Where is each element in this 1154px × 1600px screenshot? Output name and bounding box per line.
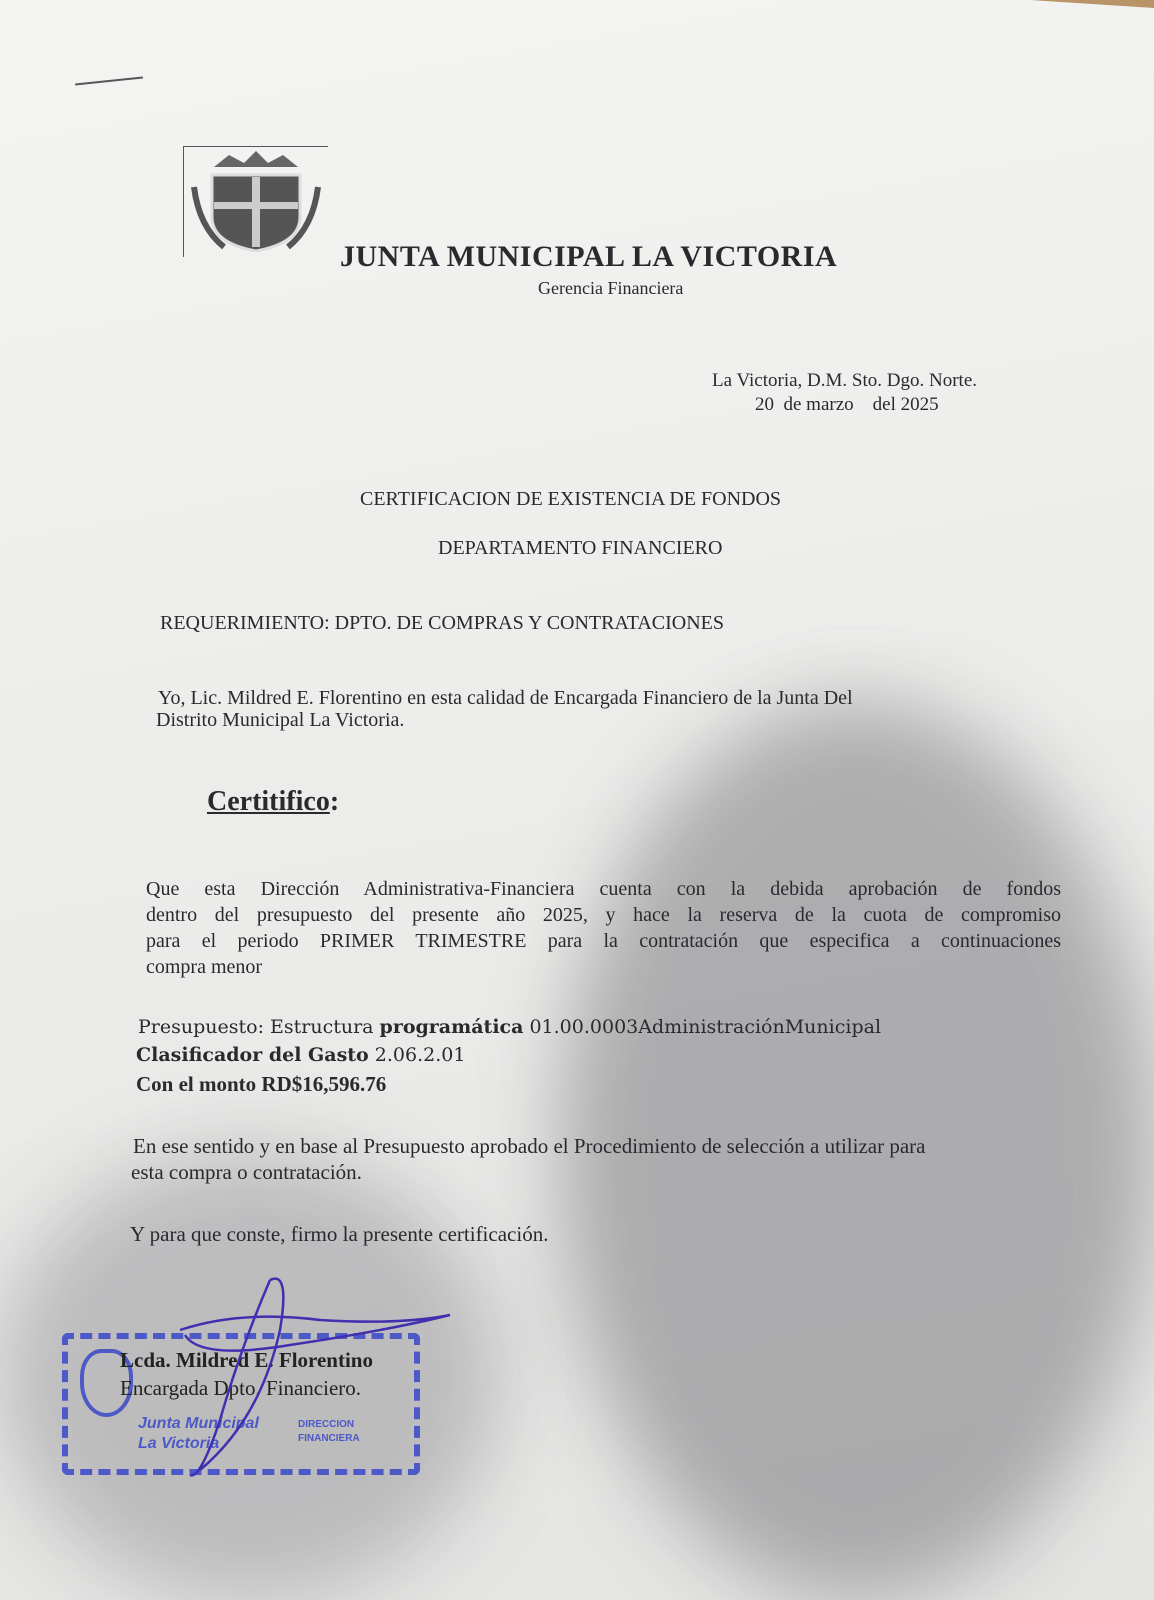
doc-subtitle: DEPARTAMENTO FINANCIERO [438, 537, 723, 559]
body-line: para el periodo PRIMER TRIMESTRE para la contratación que especifica a continuaciones [146, 930, 1061, 952]
certifico-heading [207, 786, 339, 818]
body-line: dentro del presupuesto del presente año 2025, y hace la reserva de la cuota de compromiso [146, 904, 1061, 926]
place: La Victoria, D.M. Sto. Dgo. Norte. [712, 370, 977, 391]
budget-code: 01.00.0003AdministraciónMunicipal [523, 1016, 882, 1038]
budget-label: Presupuesto: Estructura [138, 1016, 380, 1038]
stamp-text: DIRECCION [298, 1419, 355, 1430]
closing-line: En ese sentido y en base al Presupuesto aprobado el Procedimiento de selección a utilizar para [133, 1134, 926, 1158]
body-line: Que esta Dirección Administrativa-Financiera cuenta con la debida aprobación de fondos [146, 878, 1061, 900]
requerimiento: REQUERIMIENTO: DPTO. DE COMPRAS Y CONTRATACIONES [160, 612, 724, 634]
stamp-text: Junta Municipal [138, 1415, 259, 1432]
handwritten-signature [140, 1270, 460, 1490]
budget-amount: Con el monto RD$16,596.76 [136, 1072, 387, 1096]
body-paragraph [146, 876, 1061, 980]
budget-structure [138, 1016, 881, 1038]
intro-line: Yo, Lic. Mildred E. Florentino en esta calidad de Encargada Financiero de la Junta Del [158, 687, 853, 709]
org-title: JUNTA MUNICIPAL LA VICTORIA [340, 240, 838, 273]
closing-line: esta compra o contratación. [131, 1160, 362, 1184]
stamp-text: La Victoria [138, 1435, 220, 1452]
date: 20 de marzo del 2025 [755, 394, 939, 415]
signature-statement: Y para que conste, firmo la presente certificación. [130, 1222, 549, 1246]
signer-name: Lcda. Mildred E. Florentino [120, 1348, 373, 1372]
classifier-label: Clasificador del Gasto [136, 1044, 369, 1066]
dept-subtitle: Gerencia Financiera [538, 278, 684, 298]
budget-bold: programática [379, 1016, 524, 1038]
certifico-word: Certitifico [207, 786, 330, 817]
classifier-code: 2.06.2.01 [368, 1044, 466, 1066]
stamp-text: FINANCIERA [298, 1433, 360, 1444]
certifico-colon: : [329, 786, 340, 817]
intro-line: Distrito Municipal La Victoria. [156, 709, 405, 731]
doc-title: CERTIFICACION DE EXISTENCIA DE FONDOS [360, 488, 782, 510]
signer-title: Encargada Dpto. Financiero. [120, 1376, 362, 1400]
municipal-crest-logo [183, 146, 328, 257]
budget-classifier [136, 1044, 465, 1066]
body-line: compra menor [146, 956, 263, 978]
